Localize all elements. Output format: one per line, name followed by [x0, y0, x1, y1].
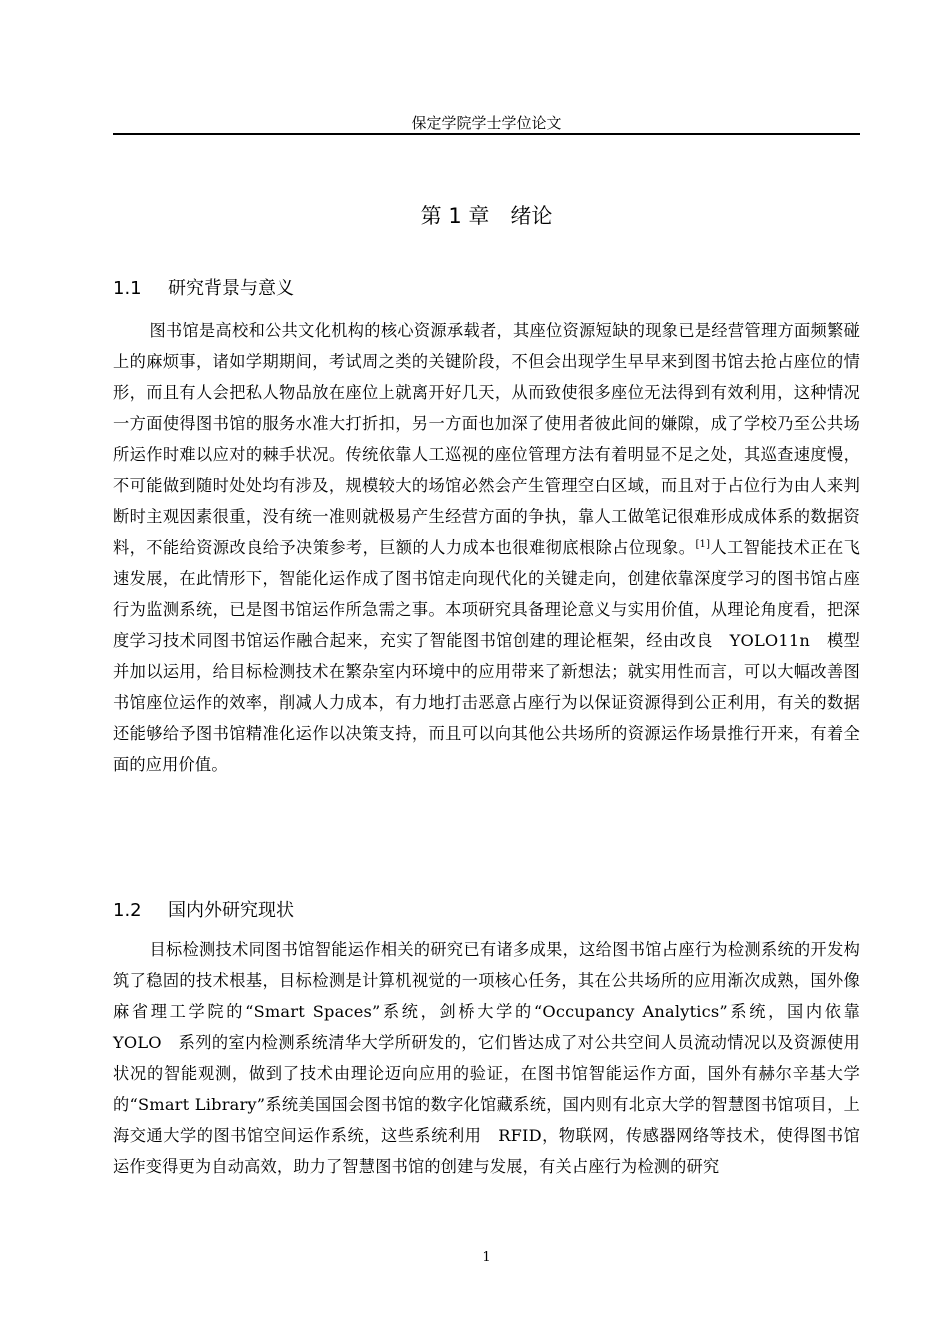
section-heading-1-2 — [113, 898, 860, 924]
header-divider — [113, 133, 860, 135]
paragraph-text: 目标检测技术同图书馆智能运作相关的研究已有诸多成果，这给图书馆占座行为检测系统的开发构筑了稳固的技术根基，目标检测是计算机视觉的一项核心任务，其在公共场所的应用渐次成熟，国外像麻省理工学院的“Smart Spaces”系统，剑桥大学的“Occupancy Analytics”系统，国内依靠 YOLO 系列的室内检测系统清华大学所研发的，它们皆达成了对公共空间人员流动情况以及资源使用状况的智能观测，做到了技术由理论迈向应用的验证，在图书馆智能运作方面，国外有赫尔辛基大学的“Smart Library”系统美国国会图书馆的数字化馆藏系统，国内则有北京大学的智慧图书馆项目，上海交通大学的图书馆空间运作系统，这些系统利用 RFID，物联网，传感器网络等技术，使得图书馆运作变得更为自动高效，助力了智慧图书馆的创建与发展，有关占座行为检测的研究 — [113, 940, 877, 1176]
paragraph-text: 人工智能技术正在飞速发展，在此情形下，智能化运作成了图书馆走向现代化的关键走向，创建依靠深度学习的图书馆占座行为监测系统，已是图书馆运作所急需之事。本项研究具备理论意义与实用价值，从理论角度看，把深度学习技术同图书馆运作融合起来，充实了智能图书馆创建的理论框架，经由改良 YOLO11n 模型并加以运用，给目标检测技术在繁杂室内环境中的应用带来了新想法；就实用性而言，可以大幅改善图书馆座位运作的效率，削减人力成本，有力地打击恶意占座行为以保证资源得到公正利用，有关的数据还能够给予图书馆精准化运作以决策支持，而且可以向其他公共场所的资源运作场景推行开来，有着全面的应用价值。 — [113, 538, 860, 774]
page-number: 1 — [482, 1250, 491, 1265]
body-paragraph — [113, 315, 860, 780]
citation-marker: [1] — [695, 539, 711, 550]
header-title: 保定学院学士学位论文 — [411, 114, 562, 132]
paragraph-text: 图书馆是高校和公共文化机构的核心资源承载者，其座位资源短缺的现象已是经营管理方面频繁碰上的麻烦事，诸如学期期间，考试周之类的关键阶段，不但会出现学生早早来到图书馆去抢占座位的情形，而且有人会把私人物品放在座位上就离开好几天，从而致使很多座位无法得到有效利用，这种情况一方面使得图书馆的服务水准大打折扣，另一方面也加深了使用者彼此间的嫌隙，成了学校乃至公共场所运作时难以应对的棘手状况。传统依靠人工巡视的座位管理方法有着明显不足之处，其巡查速度慢，不可能做到随时处处均有涉及，规模较大的场馆必然会产生管理空白区域，而且对于占位行为由人来判断时主观因素很重，没有统一准则就极易产生经营方面的争执，靠人工做笔记很难形成成体系的数据资料，不能给资源改良给予决策参考，巨额的人力成本也很难彻底根除占位现象。 — [113, 321, 860, 557]
chapter-title: 第 1 章 绪论 — [420, 204, 553, 228]
section-title: 国内外研究现状 — [168, 900, 294, 921]
body-paragraph — [113, 934, 877, 1182]
section-heading-1-1 — [113, 276, 860, 302]
section-number: 1.1 — [113, 278, 142, 299]
section-title: 研究背景与意义 — [168, 278, 294, 299]
section-number: 1.2 — [113, 900, 142, 921]
